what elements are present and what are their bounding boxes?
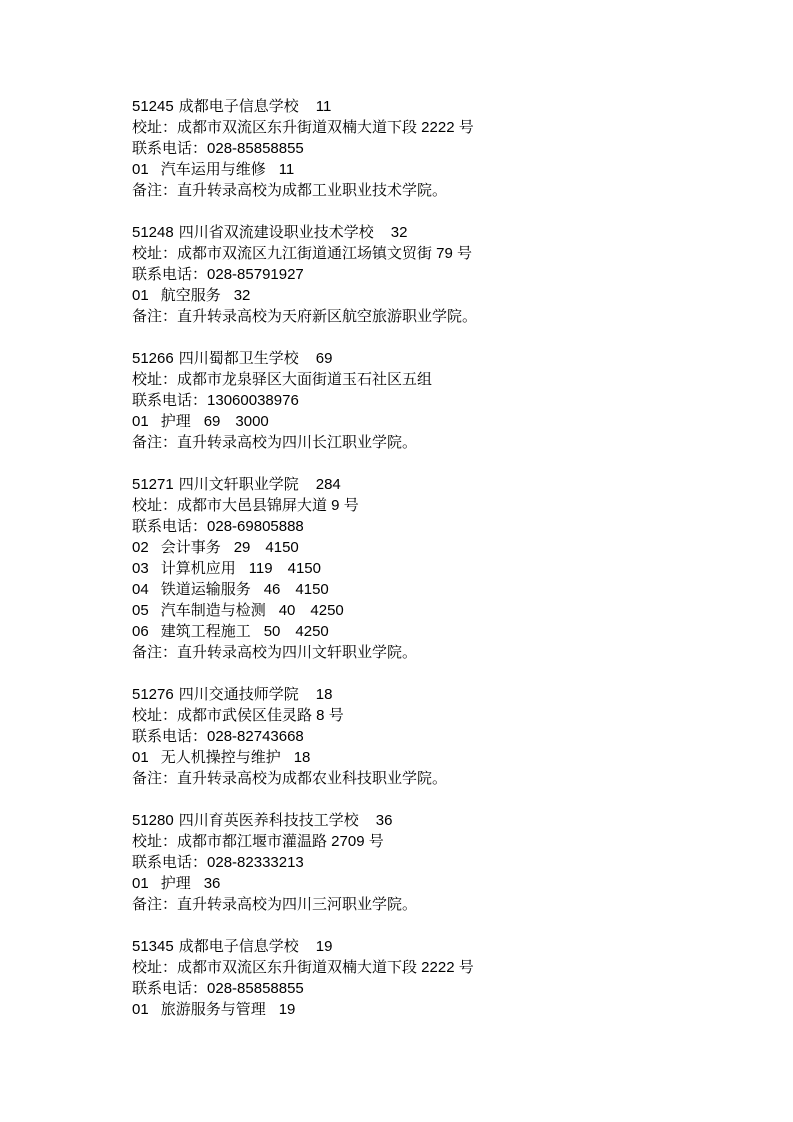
program-count: 19 <box>278 1001 296 1018</box>
school-phone-line <box>132 852 733 873</box>
address-value: 成都市双流区九江街道通江场镇文贸街 79 号 <box>177 245 473 262</box>
school-total-count: 18 <box>315 686 333 703</box>
program-name: 旅游服务与管理 <box>160 1001 266 1018</box>
school-name: 四川交通技师学院 <box>178 686 299 703</box>
phone-label: 联系电话： <box>132 728 208 745</box>
program-line <box>132 579 733 600</box>
school-name: 成都电子信息学校 <box>178 938 299 955</box>
address-label: 校址： <box>132 959 178 976</box>
address-label: 校址： <box>132 497 178 514</box>
phone-label: 联系电话： <box>132 518 208 535</box>
phone-label: 联系电话： <box>132 266 208 283</box>
school-name: 四川育英医养科技技工学校 <box>178 812 359 829</box>
note-label: 备注： <box>132 896 178 913</box>
program-count: 119 <box>248 560 273 577</box>
school-phone-line <box>132 978 733 999</box>
note-value: 直升转录高校为四川三河职业学院。 <box>177 896 418 913</box>
program-number: 01 <box>132 287 149 304</box>
program-count: 29 <box>233 539 251 556</box>
phone-value: 028-85858855 <box>207 980 304 997</box>
program-number: 05 <box>132 602 149 619</box>
school-title-line <box>132 936 733 957</box>
address-value: 成都市大邑县锦屏大道 9 号 <box>177 497 359 514</box>
school-note-line <box>132 894 733 915</box>
note-label: 备注： <box>132 308 178 325</box>
address-label: 校址： <box>132 119 178 136</box>
school-name: 四川蜀都卫生学校 <box>178 350 299 367</box>
note-value: 直升转录高校为四川文轩职业学院。 <box>177 644 418 661</box>
note-value: 直升转录高校为成都农业科技职业学院。 <box>177 770 448 787</box>
program-fee: 4150 <box>295 581 329 598</box>
program-name: 护理 <box>160 875 191 892</box>
program-line <box>132 285 733 306</box>
school-code: 51266 <box>132 350 174 367</box>
program-name: 汽车制造与检测 <box>160 602 266 619</box>
phone-label: 联系电话： <box>132 854 208 871</box>
address-value: 成都市双流区东升街道双楠大道下段 2222 号 <box>177 119 474 136</box>
program-name: 建筑工程施工 <box>160 623 251 640</box>
school-title-line <box>132 348 733 369</box>
program-line <box>132 600 733 621</box>
phone-value: 028-69805888 <box>207 518 304 535</box>
school-phone-line <box>132 516 733 537</box>
phone-label: 联系电话： <box>132 392 208 409</box>
school-address-line <box>132 243 733 264</box>
program-number: 01 <box>132 749 149 766</box>
school-code: 51280 <box>132 812 174 829</box>
note-label: 备注： <box>132 434 178 451</box>
school-name: 成都电子信息学校 <box>178 98 299 115</box>
program-line <box>132 873 733 894</box>
program-line <box>132 159 733 180</box>
school-code: 51345 <box>132 938 174 955</box>
program-name: 航空服务 <box>160 287 221 304</box>
program-number: 06 <box>132 623 149 640</box>
address-value: 成都市武侯区佳灵路 8 号 <box>177 707 344 724</box>
program-name: 无人机操控与维护 <box>160 749 281 766</box>
program-name: 汽车运用与维修 <box>160 161 266 178</box>
school-address-line <box>132 117 733 138</box>
school-title-line <box>132 684 733 705</box>
school-block <box>132 348 733 453</box>
program-fee: 4150 <box>265 539 299 556</box>
program-line <box>132 747 733 768</box>
program-fee: 3000 <box>235 413 269 430</box>
program-number: 01 <box>132 413 149 430</box>
program-count: 32 <box>233 287 251 304</box>
program-count: 40 <box>278 602 296 619</box>
program-line <box>132 537 733 558</box>
program-number: 02 <box>132 539 149 556</box>
program-count: 46 <box>263 581 281 598</box>
school-name: 四川文轩职业学院 <box>178 476 299 493</box>
program-name: 计算机应用 <box>160 560 236 577</box>
phone-value: 13060038976 <box>207 392 299 409</box>
program-fee: 4250 <box>295 623 329 640</box>
school-title-line <box>132 810 733 831</box>
program-count: 18 <box>293 749 311 766</box>
address-value: 成都市双流区东升街道双楠大道下段 2222 号 <box>177 959 474 976</box>
school-phone-line <box>132 726 733 747</box>
school-note-line <box>132 306 733 327</box>
school-block <box>132 936 733 1020</box>
program-fee: 4150 <box>287 560 321 577</box>
phone-value: 028-85791927 <box>207 266 304 283</box>
program-line <box>132 411 733 432</box>
program-count: 11 <box>278 161 295 178</box>
school-title-line <box>132 96 733 117</box>
school-total-count: 36 <box>375 812 393 829</box>
school-block <box>132 96 733 201</box>
program-line <box>132 999 733 1020</box>
school-note-line <box>132 432 733 453</box>
school-list <box>132 96 733 1020</box>
note-label: 备注： <box>132 644 178 661</box>
school-block <box>132 222 733 327</box>
program-count: 36 <box>203 875 221 892</box>
note-value: 直升转录高校为成都工业职业技术学院。 <box>177 182 448 199</box>
school-address-line <box>132 957 733 978</box>
school-block <box>132 474 733 663</box>
program-number: 01 <box>132 161 149 178</box>
school-total-count: 19 <box>315 938 333 955</box>
note-value: 直升转录高校为四川长江职业学院。 <box>177 434 418 451</box>
phone-label: 联系电话： <box>132 980 208 997</box>
program-line <box>132 558 733 579</box>
program-count: 69 <box>203 413 221 430</box>
phone-value: 028-82333213 <box>207 854 304 871</box>
program-number: 01 <box>132 875 149 892</box>
note-label: 备注： <box>132 770 178 787</box>
program-number: 01 <box>132 1001 149 1018</box>
note-value: 直升转录高校为天府新区航空旅游职业学院。 <box>177 308 478 325</box>
school-note-line <box>132 642 733 663</box>
program-name: 会计事务 <box>160 539 221 556</box>
program-name: 铁道运输服务 <box>160 581 251 598</box>
note-label: 备注： <box>132 182 178 199</box>
address-label: 校址： <box>132 371 178 388</box>
program-name: 护理 <box>160 413 191 430</box>
school-phone-line <box>132 264 733 285</box>
school-name: 四川省双流建设职业技术学校 <box>178 224 374 241</box>
phone-label: 联系电话： <box>132 140 208 157</box>
program-number: 03 <box>132 560 149 577</box>
address-value: 成都市都江堰市灌温路 2709 号 <box>177 833 384 850</box>
school-block <box>132 684 733 789</box>
address-label: 校址： <box>132 707 178 724</box>
school-code: 51271 <box>132 476 174 493</box>
school-title-line <box>132 474 733 495</box>
school-total-count: 11 <box>315 98 332 115</box>
address-value: 成都市龙泉驿区大面街道玉石社区五组 <box>177 371 433 388</box>
school-total-count: 284 <box>315 476 341 493</box>
address-label: 校址： <box>132 833 178 850</box>
phone-value: 028-85858855 <box>207 140 304 157</box>
school-total-count: 32 <box>390 224 408 241</box>
school-code: 51248 <box>132 224 174 241</box>
school-phone-line <box>132 138 733 159</box>
school-phone-line <box>132 390 733 411</box>
school-block <box>132 810 733 915</box>
school-address-line <box>132 369 733 390</box>
school-title-line <box>132 222 733 243</box>
school-note-line <box>132 768 733 789</box>
program-count: 50 <box>263 623 281 640</box>
school-total-count: 69 <box>315 350 333 367</box>
school-note-line <box>132 180 733 201</box>
address-label: 校址： <box>132 245 178 262</box>
program-number: 04 <box>132 581 149 598</box>
program-fee: 4250 <box>310 602 344 619</box>
phone-value: 028-82743668 <box>207 728 304 745</box>
school-code: 51276 <box>132 686 174 703</box>
school-address-line <box>132 495 733 516</box>
program-line <box>132 621 733 642</box>
school-address-line <box>132 705 733 726</box>
school-code: 51245 <box>132 98 174 115</box>
school-address-line <box>132 831 733 852</box>
